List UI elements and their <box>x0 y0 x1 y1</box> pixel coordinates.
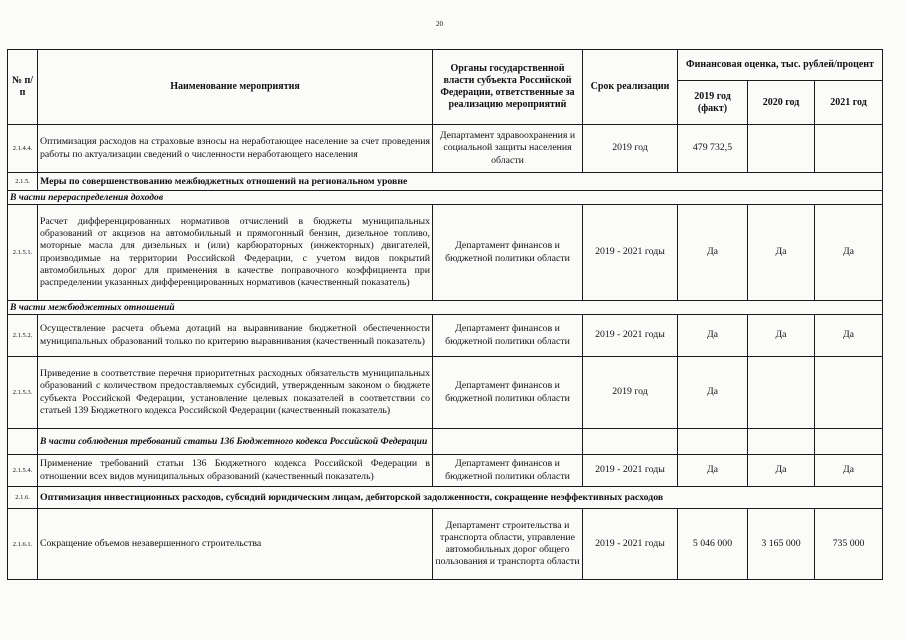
value-2021: Да <box>815 205 883 301</box>
header-2019: 2019 год (факт) <box>678 81 748 125</box>
section-title: Оптимизация инвестиционных расходов, субсидий юридическим лицам, дебиторской задолженности, сокращение неэффективных расходов <box>38 487 883 509</box>
value-2019: Да <box>678 205 748 301</box>
term: 2019 - 2021 годы <box>583 205 678 301</box>
header-row-1 <box>8 50 883 81</box>
header-num: № п/п <box>8 50 38 125</box>
term: 2019 - 2021 годы <box>583 455 678 487</box>
section-title: Меры по совершенствованию межбюджетных отношений на региональном уровне <box>38 173 883 191</box>
subsection-row <box>8 301 883 315</box>
value-2019: 479 732,5 <box>678 125 748 173</box>
measure-name: Приведение в соответствие перечня приоритетных расходных обязательств муниципальных образований с количеством предоставляемых субсидий, утвержденным законом о бюджете субъекта Российской Федерации, установление целевых показателей в соответствии со статьей 139 Бюджетного кодекса Российской Федерации (качественный показатель) <box>38 357 433 429</box>
value-2021 <box>815 125 883 173</box>
row-number: 2.1.5.4. <box>8 455 38 487</box>
table-row <box>8 455 883 487</box>
section-number: 2.1.5. <box>8 173 38 191</box>
value-2019: Да <box>678 315 748 357</box>
row-number: 2.1.4.4. <box>8 125 38 173</box>
header-name: Наименование мероприятия <box>38 50 433 125</box>
term: 2019 год <box>583 125 678 173</box>
value-2019: Да <box>678 455 748 487</box>
value-2020 <box>748 125 815 173</box>
term: 2019 год <box>583 357 678 429</box>
responsible-org: Департамент финансов и бюджетной политики области <box>433 357 583 429</box>
value-2020: Да <box>748 315 815 357</box>
value-2020: Да <box>748 455 815 487</box>
measure-name: Применение требований статьи 136 Бюджетного кодекса Российской Федерации в отношении всех видов муниципальных образований (качественный показатель) <box>38 455 433 487</box>
value-2021: 735 000 <box>815 509 883 580</box>
value-2020 <box>748 357 815 429</box>
subsection-title: В части перераспределения доходов <box>8 191 883 205</box>
value-2021: Да <box>815 455 883 487</box>
section-number: 2.1.6. <box>8 487 38 509</box>
value-2021: Да <box>815 315 883 357</box>
section-row <box>8 173 883 191</box>
value-2021 <box>815 357 883 429</box>
measures-table <box>7 49 883 580</box>
responsible-org: Департамент финансов и бюджетной политики области <box>433 455 583 487</box>
value-2019: Да <box>678 357 748 429</box>
subsection-row <box>8 191 883 205</box>
section-row <box>8 487 883 509</box>
row-number: 2.1.6.1. <box>8 509 38 580</box>
row-number: 2.1.5.2. <box>8 315 38 357</box>
table-row <box>8 125 883 173</box>
responsible-org: Департамент строительства и транспорта области, управление автомобильных дорог общего пользования и транспорта области <box>433 509 583 580</box>
responsible-org: Департамент финансов и бюджетной политики области <box>433 205 583 301</box>
value-2020: 3 165 000 <box>748 509 815 580</box>
term: 2019 - 2021 годы <box>583 315 678 357</box>
table-row <box>8 357 883 429</box>
header-org: Органы государственной власти субъекта Российской Федерации, ответственные за реализацию мероприятий <box>433 50 583 125</box>
row-number: 2.1.5.3. <box>8 357 38 429</box>
responsible-org: Департамент здравоохранения и социальной защиты населения области <box>433 125 583 173</box>
measure-name: Расчет дифференцированных нормативов отчислений в бюджеты муниципальных образований от акцизов на автомобильный и прямогонный бензин, дизельное топливо, моторные масла для дизельных и (или) карбюраторных (инжекторных) двигателей, производимые на территории Российской Федерации, с учетом видов покрытий автомобильных дорог для применения в качестве поправочного коэффициента при распределении указанных дифференцированных нормативов (качественный показатель) <box>38 205 433 301</box>
table-row <box>8 315 883 357</box>
header-2020: 2020 год <box>748 81 815 125</box>
page-number: 20 <box>436 20 443 28</box>
measure-name: Оптимизация расходов на страховые взносы на неработающее население за счет проведения работы по актуализации сведений о численности неработающего населения <box>38 125 433 173</box>
value-2019: 5 046 000 <box>678 509 748 580</box>
table-row <box>8 509 883 580</box>
header-finance: Финансовая оценка, тыс. рублей/процент <box>678 50 883 81</box>
term: 2019 - 2021 годы <box>583 509 678 580</box>
header-2021: 2021 год <box>815 81 883 125</box>
measure-name: Осуществление расчета объема дотаций на выравнивание бюджетной обеспеченности муниципальных образований только по критерию выравнивания (качественный показатель) <box>38 315 433 357</box>
header-term: Срок реализации <box>583 50 678 125</box>
table-row <box>8 205 883 301</box>
row-number: 2.1.5.1. <box>8 205 38 301</box>
subsection-row <box>8 429 883 455</box>
subsection-title: В части соблюдения требований статьи 136 Бюджетного кодекса Российской Федерации <box>38 429 433 455</box>
responsible-org: Департамент финансов и бюджетной политики области <box>433 315 583 357</box>
measure-name: Сокращение объемов незавершенного строительства <box>38 509 433 580</box>
subsection-title: В части межбюджетных отношений <box>8 301 883 315</box>
value-2020: Да <box>748 205 815 301</box>
